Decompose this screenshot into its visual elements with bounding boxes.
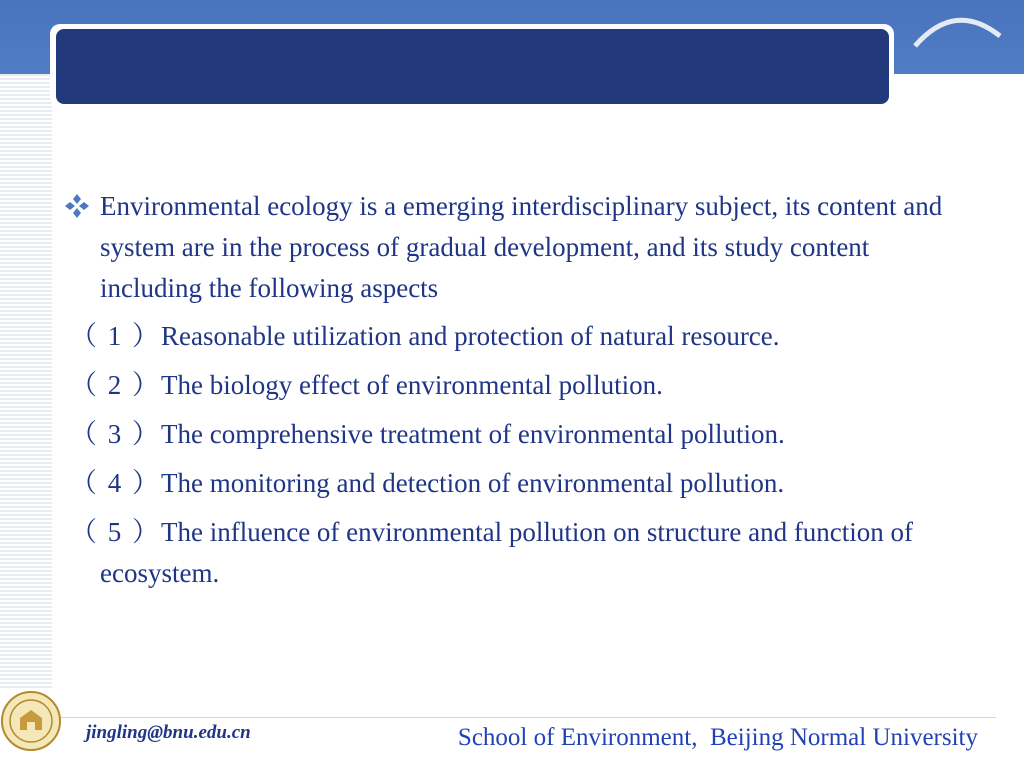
arc-decoration-icon (905, 6, 1015, 56)
university-seal-icon (0, 690, 62, 752)
list-item-2 (60, 365, 970, 406)
footer-divider (60, 717, 996, 718)
item-text: The comprehensive treatment of environmental pollution. (161, 419, 785, 449)
four-diamond-bullet-icon (64, 193, 90, 219)
item-number: （ 1 ） (70, 321, 161, 351)
list-item-3 (60, 414, 970, 455)
slide-content (60, 186, 970, 602)
item-number: （ 4 ） (70, 468, 161, 498)
item-text: The monitoring and detection of environmental pollution. (161, 468, 785, 498)
item-number: （ 2 ） (70, 370, 161, 400)
item-text: Reasonable utilization and protection of natural resource. (161, 321, 780, 351)
title-box (56, 29, 889, 104)
item-number: （ 3 ） (70, 419, 161, 449)
list-item-4 (60, 463, 970, 504)
item-text: The influence of environmental pollution on structure and function of ecosystem. (100, 517, 914, 588)
bullet-paragraph (60, 186, 970, 309)
list-item-1 (60, 316, 970, 357)
bullet-text: Environmental ecology is a emerging interdisciplinary subject, its content and system are in the process of gradual development, and its study content including the following aspects (100, 191, 943, 303)
item-number: （ 5 ） (70, 517, 161, 547)
footer-email: jingling@bnu.edu.cn (86, 722, 251, 743)
list-item-5 (60, 512, 970, 594)
left-stripe-decoration (0, 74, 52, 690)
item-text: The biology effect of environmental pollution. (161, 370, 663, 400)
footer-school-name: School of Environment, Beijing Normal University (457, 724, 978, 751)
